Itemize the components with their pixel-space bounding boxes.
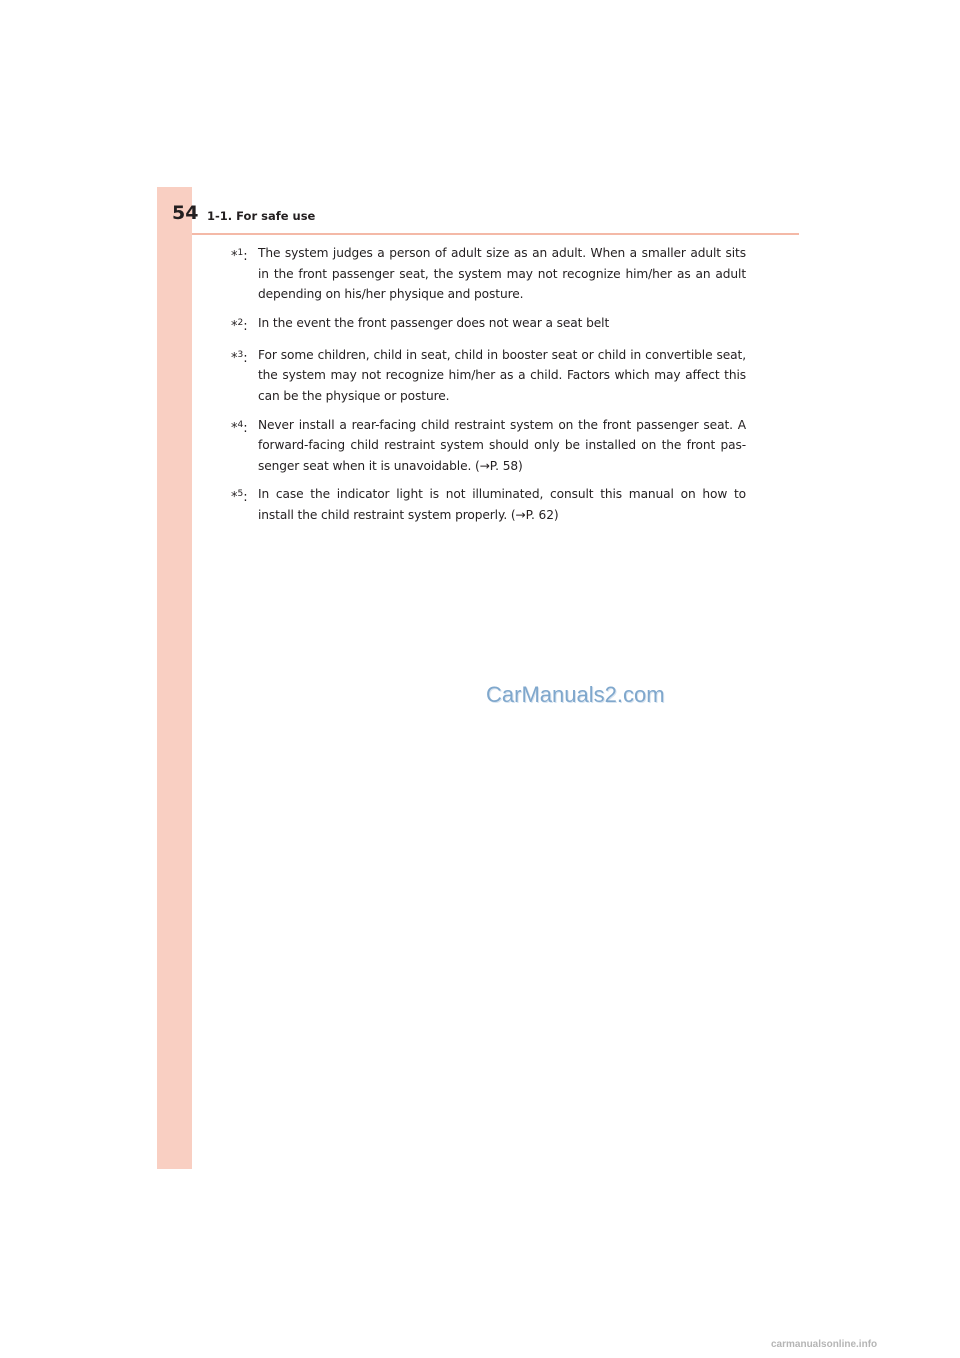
footnote-marker: *$^2$: <box>231 317 248 334</box>
footnote-text: For some children, child in seat, child in booster seat or child in convertible seat, the system may not recognize him/her as a child. Factors which may affect this can be the physique or posture. <box>258 347 746 403</box>
footnote-marker: *$^1$: <box>231 248 248 264</box>
footnotes-list <box>231 243 746 534</box>
footnote <box>231 484 746 525</box>
footnote-marker: *$^4$: <box>231 419 248 436</box>
footnote <box>231 415 746 477</box>
footnote-text: In case the indicator light is not illuminated, consult this manual on how to install the child restraint system properly. (→P. 62) <box>258 487 746 522</box>
footnote-text: In the event the front passenger does not wear a seat belt <box>258 315 610 330</box>
footnote-marker: *$^5$: <box>231 489 248 506</box>
footer-watermark: carmanualsonline.info <box>771 1339 878 1350</box>
section-title: 1-1. For safe use <box>207 209 316 223</box>
footnote-text: The system judges a person of adult size as an adult. When a smaller adult sits in the front passenger seat, the system may not recognize him/her as an adult depending on his/her physique and posture. <box>258 246 746 302</box>
footnote <box>231 243 746 305</box>
footnote-marker: *$^3$: <box>231 349 248 366</box>
footnote-text: Never install a rear-facing child restraint system on the front passenger seat. A forward-facing child restraint system should only be installed on the front pas-senger seat when it is unavoidable. (→P. 58) <box>258 417 746 473</box>
page-number: 54 <box>172 202 199 224</box>
footnote <box>231 313 746 337</box>
footnote <box>231 345 746 407</box>
header-rule <box>192 233 799 235</box>
page-side-tab <box>157 187 192 1169</box>
watermark-logo: CarManuals2.com <box>486 682 665 707</box>
